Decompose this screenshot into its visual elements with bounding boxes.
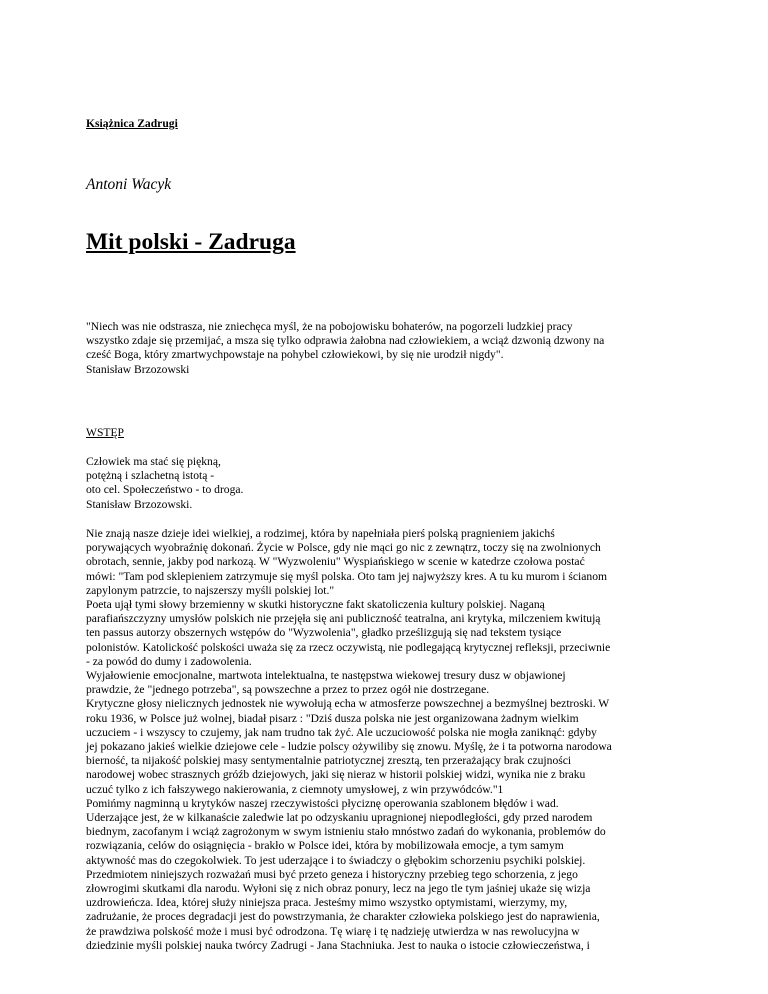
body-line: że prawdziwa polskość może i musi być odrodzona. Tę wiarę i tę nadzieję utwierdza w nas rewolucyjna w xyxy=(86,924,580,938)
body-line: uczuciem - i wszyscy to czujemy, jak nam trudno tak żyć. Ale uczuciowość polska nie mogła zaniknąć: gdyby xyxy=(86,725,597,739)
body-line: biednym, zacofanym i wciąż zagrożonym w swym istnieniu stało mnóstwo zadań do wykonania, problemów do xyxy=(86,825,606,839)
body-line: bierność, ta nijakość polskiej masy sentymentalnie patriotycznej zresztą, ten przerażający brak czujności xyxy=(86,754,572,768)
body-line: zapylonym patrzcie, to najszerszy myśli polskiej lot." xyxy=(86,583,335,597)
body-line: narodowej wobec strasznych gróźb dziejowych, jaki się nieraz w historii polskiej widzi, wynika nie z braku xyxy=(86,768,586,782)
body-line: Uderzające jest, że w kilkanaście zaledwie lat po odzyskaniu upragnionej niepodległości, gdy przed narodem xyxy=(86,811,593,825)
body-line: obrotach, sennie, jakby pod narkozą. W "Wyzwoleniu" Wyspiańskiego w scenie w katedrze czołowa postać xyxy=(86,555,585,569)
body-line: złowrogimi skutkami dla narodu. Wyłoni się z nich obraz ponury, lecz na jego tle tym jaśniej ukaże się wizja xyxy=(86,882,591,896)
body-line: Nie znają nasze dzieje idei wielkiej, a rodzimej, która by napełniała pierś polską pragnieniem jakichś xyxy=(86,527,555,540)
body-line: prawdzie, że "jednego potrzeba", są powszechne a przez to przez ogół nie dostrzegane. xyxy=(86,683,490,697)
publisher-link[interactable]: Książnica Zadrugi xyxy=(86,117,178,130)
body-line: ten passus autorzy obszernych wstępów do "Wyzwolenia", gładko prześlizgują się nad tekstem tysiące xyxy=(86,626,562,640)
body-line: roku 1936, w Polsce już wolnej, biadał pisarz : "Dziś dusza polska nie jest organizowana żadnym wielkim xyxy=(86,711,579,725)
body-text xyxy=(86,527,612,953)
poem-line: Człowiek ma stać się piękną, xyxy=(86,455,221,468)
body-line: jej pokazano jakieś wielkie dziejowe cele - ludzie polscy ożywiliby się znowu. Myślę, że i ta potworna narodowa xyxy=(86,740,612,754)
section-heading: WSTĘP xyxy=(86,426,125,439)
body-line: uczuć tylko z ich fałszywego nakierowania, z ciemnoty umysłowej, z win przywódców."1 xyxy=(86,782,504,796)
body-line: rozwiązania, celów do osiągnięcia - brakło w Polsce idei, która by mobilizowała emocje, a tym samym xyxy=(86,839,564,853)
epigraph-line: wszystko zdaje się przemijać, a msza się tylko odprawia żałobna nad człowiekiem, a wciąż dzwonią dzwony na xyxy=(86,334,605,348)
body-line: zadrużanie, że proces degradacji jest do powstrzymania, że charakter człowieka polskiego jest do naprawienia, xyxy=(86,910,600,924)
poem-line: potężną i szlachetną istotą - xyxy=(86,469,215,483)
body-line: dziedzinie myśli polskiej nauka twórcy Zadrugi - Jana Stachniuka. Jest to nauka o istocie człowieczeństwa, i xyxy=(86,938,590,952)
author-name: Antoni Wacyk xyxy=(86,176,172,193)
poem-line: oto cel. Społeczeństwo - to droga. xyxy=(86,483,244,497)
epigraph-line: "Niech was nie odstrasza, nie zniechęca myśl, że na pobojowisku bohaterów, na pogorzeli ludzkiej pracy xyxy=(86,320,573,333)
body-line: Przedmiotem niniejszych rozważań musi być przeto geneza i historyczny przebieg tego schorzenia, z jego xyxy=(86,867,578,881)
body-line: polonistów. Katolickość polskości uważa się za rzecz oczywistą, nie podlegającą krytycznej refleksji, przeciwnie xyxy=(86,640,611,654)
epigraph-author: Stanisław Brzozowski xyxy=(86,362,190,376)
body-line: Pomińmy nagminną u krytyków naszej rzeczywistości płyciznę operowania szablonem błędów i wad. xyxy=(86,796,559,810)
body-line: parafiańszczyzny umysłów polskich nie przejęła się ani publiczność teatralna, ani krytyka, milczeniem kwitują xyxy=(86,612,601,626)
epigraph-line: cześć Boga, który zmartwychpowstaje na pohybel człowiekowi, by się nie urodził nigdy". xyxy=(86,348,504,362)
poem-author: Stanisław Brzozowski. xyxy=(86,497,193,511)
body-line: mówi: "Tam pod sklepieniem zatrzymuje się myśl polska. Oto tam jej najwyższy kres. A tu ku murom i ścianom xyxy=(86,569,608,583)
epigraph xyxy=(86,320,604,377)
body-line: aktywność mas do czegokolwiek. To jest uderzające i to świadczy o głębokim schorzeniu psychiki polskiej. xyxy=(86,853,586,867)
body-line: - za powód do dumy i zadowolenia. xyxy=(86,654,252,668)
body-line: Poeta ujął tymi słowy brzemienny w skutki historyczne fakt skatoliczenia kultury polskiej. Naganą xyxy=(86,598,545,612)
document-title: Mit polski - Zadruga xyxy=(86,229,296,255)
poem-epigraph xyxy=(86,455,243,512)
body-line: porywających wyobraźnię dokonań. Życie w Polsce, gdy nie mąci go nic z zewnątrz, toczy się na zwolnionych xyxy=(86,541,601,555)
body-line: Krytyczne głosy nielicznych jednostek nie wywołują echa w atmosferze powszechnej a bezmyślnej beztroski. W xyxy=(86,697,610,711)
body-line: Wyjałowienie emocjonalne, martwota intelektualna, te następstwa wiekowej tresury dusz w objawionej xyxy=(86,669,566,683)
body-line: uzdrowieńcza. Idea, której służy niniejsza praca. Jesteśmy mimo wszystko optymistami, wierzymy, my, xyxy=(86,896,568,910)
